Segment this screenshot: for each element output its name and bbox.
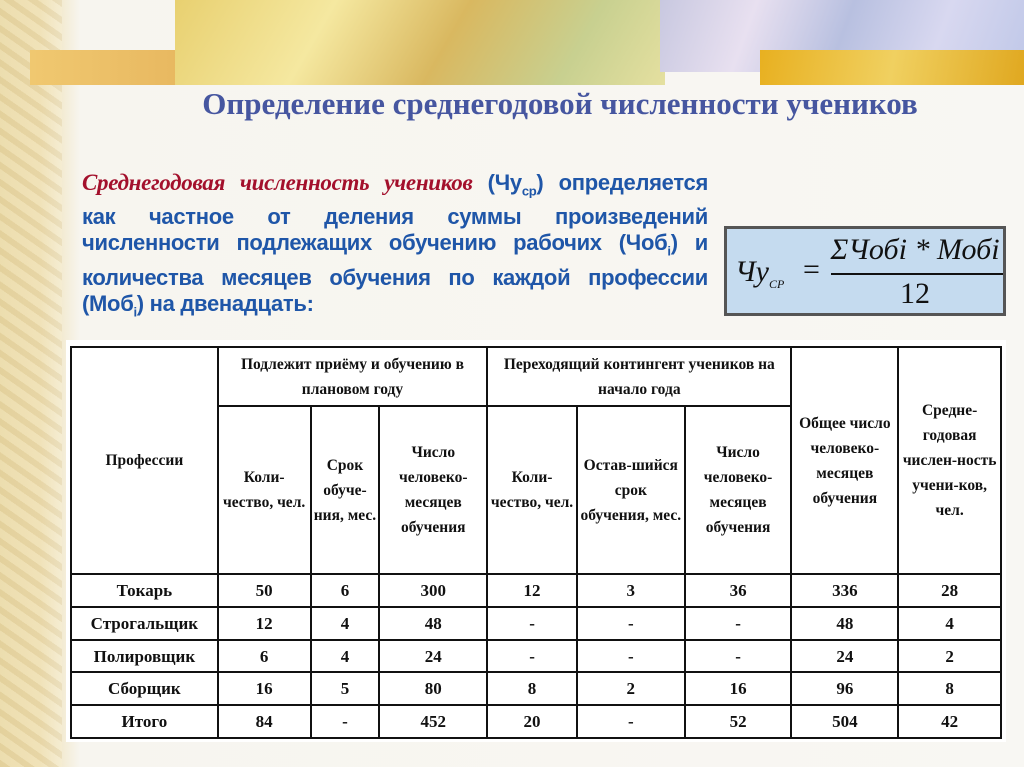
value-cell: 28: [898, 574, 1001, 607]
profession-cell: Токарь: [71, 574, 218, 607]
value-cell: 4: [311, 607, 380, 640]
value-cell: 4: [898, 607, 1001, 640]
value-cell: -: [311, 705, 380, 738]
value-cell: 336: [791, 574, 898, 607]
symbol-sub: ср: [521, 183, 537, 199]
symbol: Чу: [494, 170, 522, 195]
table-row: [71, 607, 1001, 640]
table-row: [71, 705, 1001, 738]
profession-cell: Сборщик: [71, 672, 218, 705]
decorative-image: [30, 50, 180, 85]
table-container: [66, 340, 1006, 742]
subheader: Коли-чество, чел.: [487, 406, 577, 574]
sub-i: i: [133, 304, 137, 320]
value-cell: 36: [685, 574, 792, 607]
value-cell: 12: [218, 607, 311, 640]
value-cell: 20: [487, 705, 577, 738]
value-cell: 2: [577, 672, 685, 705]
value-cell: 4: [311, 640, 380, 673]
header-group-planned: Подлежит приёму и обучению в плановом году: [218, 347, 487, 406]
subheader: Срок обуче-ния, мес.: [311, 406, 380, 574]
value-cell: -: [487, 640, 577, 673]
value-cell: 8: [898, 672, 1001, 705]
value-cell: 52: [685, 705, 792, 738]
subheader: Число человеко-месяцев обучения: [379, 406, 487, 574]
profession-cell: Строгальщик: [71, 607, 218, 640]
header-profession: Профессии: [71, 347, 218, 574]
subheader: Число человеко-месяцев обучения: [685, 406, 792, 574]
value-cell: 504: [791, 705, 898, 738]
subheader: Остав-шийся срок обучения, мес.: [577, 406, 685, 574]
header-group-carryover: Переходящий контингент учеников на начало года: [487, 347, 791, 406]
value-cell: 300: [379, 574, 487, 607]
value-cell: 42: [898, 705, 1001, 738]
formula-denominator: 12: [900, 277, 930, 310]
value-cell: 80: [379, 672, 487, 705]
header-average: Средне-годовая числен-ность учени-ков, чел.: [898, 347, 1001, 574]
value-cell: -: [685, 640, 792, 673]
value-cell: 48: [379, 607, 487, 640]
value-cell: 84: [218, 705, 311, 738]
value-cell: 5: [311, 672, 380, 705]
value-cell: 24: [379, 640, 487, 673]
fraction-line: [831, 273, 1003, 275]
table-row: [71, 672, 1001, 705]
value-cell: -: [577, 607, 685, 640]
table-row: [71, 640, 1001, 673]
value-cell: 50: [218, 574, 311, 607]
lead-term: Среднегодовая численность учеников: [82, 170, 473, 195]
value-cell: 8: [487, 672, 577, 705]
value-cell: 452: [379, 705, 487, 738]
slide-title: Определение среднегодовой численности учеников: [202, 86, 918, 121]
sub-i: i: [667, 243, 671, 259]
value-cell: 2: [898, 640, 1001, 673]
profession-cell: Итого: [71, 705, 218, 738]
value-cell: 48: [791, 607, 898, 640]
value-cell: -: [685, 607, 792, 640]
description-paragraph: Среднегодовая численность учеников $(Чу_{ср})$ определяется как частное от деления суммы произведений численности подлежащих обучению рабочих (Чоб$_i$) и количества месяцев обучения по каждой профессии (Моб$_i$) на двенадцать:: [82, 170, 708, 320]
header-total-months: Общее число человеко-месяцев обучения: [791, 347, 898, 574]
decorative-image: [175, 0, 665, 85]
value-cell: 3: [577, 574, 685, 607]
value-cell: 96: [791, 672, 898, 705]
value-cell: 16: [218, 672, 311, 705]
data-table: [70, 346, 1002, 739]
value-cell: 6: [218, 640, 311, 673]
table-row: [71, 574, 1001, 607]
value-cell: 24: [791, 640, 898, 673]
subheader: Коли-чество, чел.: [218, 406, 311, 574]
text-1: определяется как частное от деления суммы произведений численности подлежащих обучению рабочих (Чоб: [82, 170, 708, 256]
value-cell: -: [577, 640, 685, 673]
value-cell: 12: [487, 574, 577, 607]
formula-equals: =: [803, 253, 820, 286]
value-cell: -: [577, 705, 685, 738]
text-2: ) и количества месяцев обучения по каждой профессии (Моб: [82, 230, 708, 316]
formula-numerator: ΣЧобi * Мобi: [830, 233, 1000, 266]
text-3: ) на двенадцать:: [136, 290, 314, 316]
value-cell: 16: [685, 672, 792, 705]
value-cell: 6: [311, 574, 380, 607]
value-cell: -: [487, 607, 577, 640]
formula-lhs: $Чу_{СР}$: [735, 255, 785, 291]
background-texture: [0, 0, 62, 767]
formula-box: [724, 226, 1006, 316]
profession-cell: Полировщик: [71, 640, 218, 673]
decorative-image: [760, 50, 1024, 85]
